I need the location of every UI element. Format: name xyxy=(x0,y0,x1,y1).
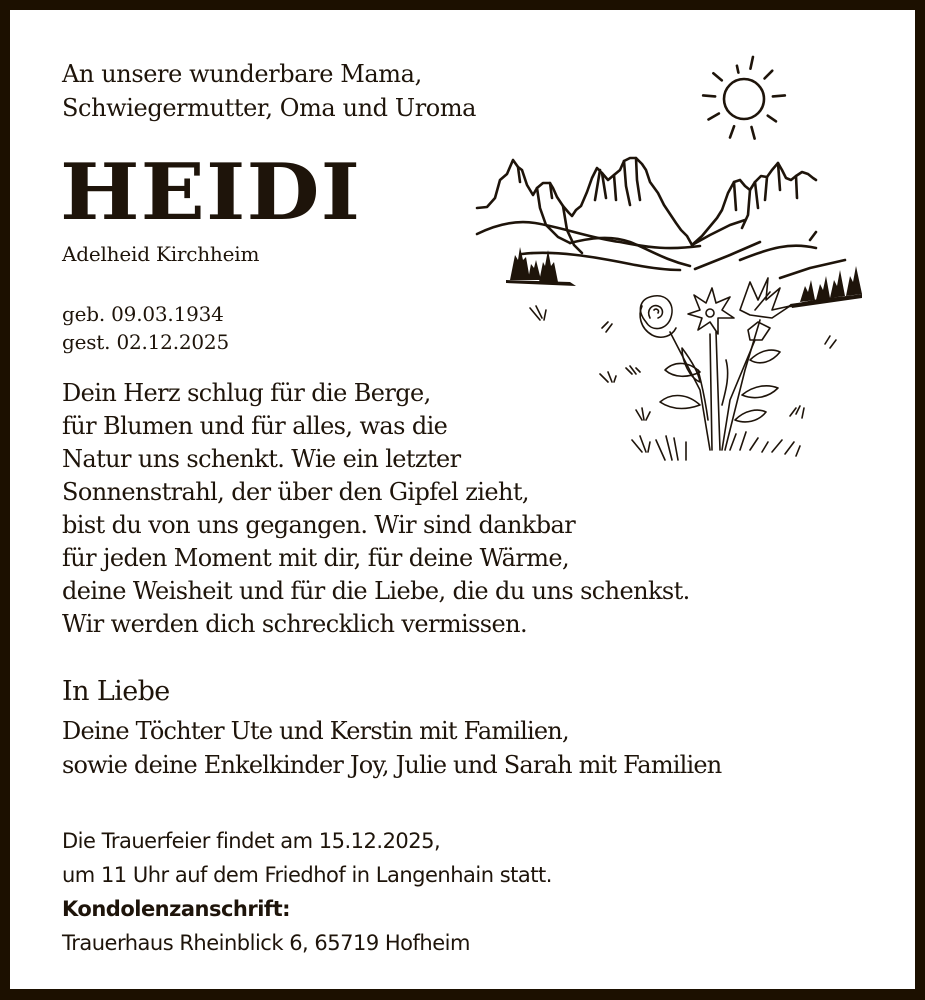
dedication-line: Schwiegermutter, Oma und Uroma xyxy=(62,94,477,122)
grass-icon xyxy=(530,306,836,460)
mourners xyxy=(62,714,721,782)
dedication-line: An unsere wunderbare Mama, xyxy=(62,60,422,88)
mourners-line: Deine Töchter Ute und Kerstin mit Familien, xyxy=(62,717,569,745)
condolence-label: Kondolenzanschrift: xyxy=(62,897,291,921)
death-date: gest. 02.12.2025 xyxy=(62,330,229,354)
signoff-title: In Liebe xyxy=(62,676,170,707)
ceremony-info xyxy=(62,824,552,960)
dedication xyxy=(62,57,476,125)
condolence-address: Trauerhaus Rheinblick 6, 65719 Hofheim xyxy=(62,931,470,955)
life-dates xyxy=(62,300,229,356)
poem-line: Sonnenstrahl, der über den Gipfel zieht, xyxy=(62,478,529,506)
trees-icon xyxy=(506,247,862,308)
alpine-illustration xyxy=(475,50,870,480)
obituary-card xyxy=(10,10,915,989)
poem-line: für Blumen und für alles, was die xyxy=(62,412,448,440)
deceased-name: HEIDI xyxy=(60,147,362,238)
flower-bouquet-icon xyxy=(640,278,790,450)
sun-icon xyxy=(703,57,785,139)
poem-line: für jeden Moment mit dir, für deine Wärme, xyxy=(62,544,570,572)
poem-line: bist du von uns gegangen. Wir sind dankbar xyxy=(62,511,576,539)
mourners-line: sowie deine Enkelkinder Joy, Julie und Sarah mit Familien xyxy=(62,751,722,779)
poem-line: Wir werden dich schrecklich vermissen. xyxy=(62,610,528,638)
poem-line: Natur uns schenkt. Wie ein letzter xyxy=(62,445,461,473)
ceremony-line: Die Trauerfeier findet am 15.12.2025, xyxy=(62,829,441,853)
ceremony-line: um 11 Uhr auf dem Friedhof in Langenhain statt. xyxy=(62,863,552,887)
full-name: Adelheid Kirchheim xyxy=(62,242,260,266)
poem-line: deine Weisheit und für die Liebe, die du uns schenkst. xyxy=(62,577,690,605)
birth-date: geb. 09.03.1934 xyxy=(62,302,224,326)
poem-line: Dein Herz schlug für die Berge, xyxy=(62,379,431,407)
